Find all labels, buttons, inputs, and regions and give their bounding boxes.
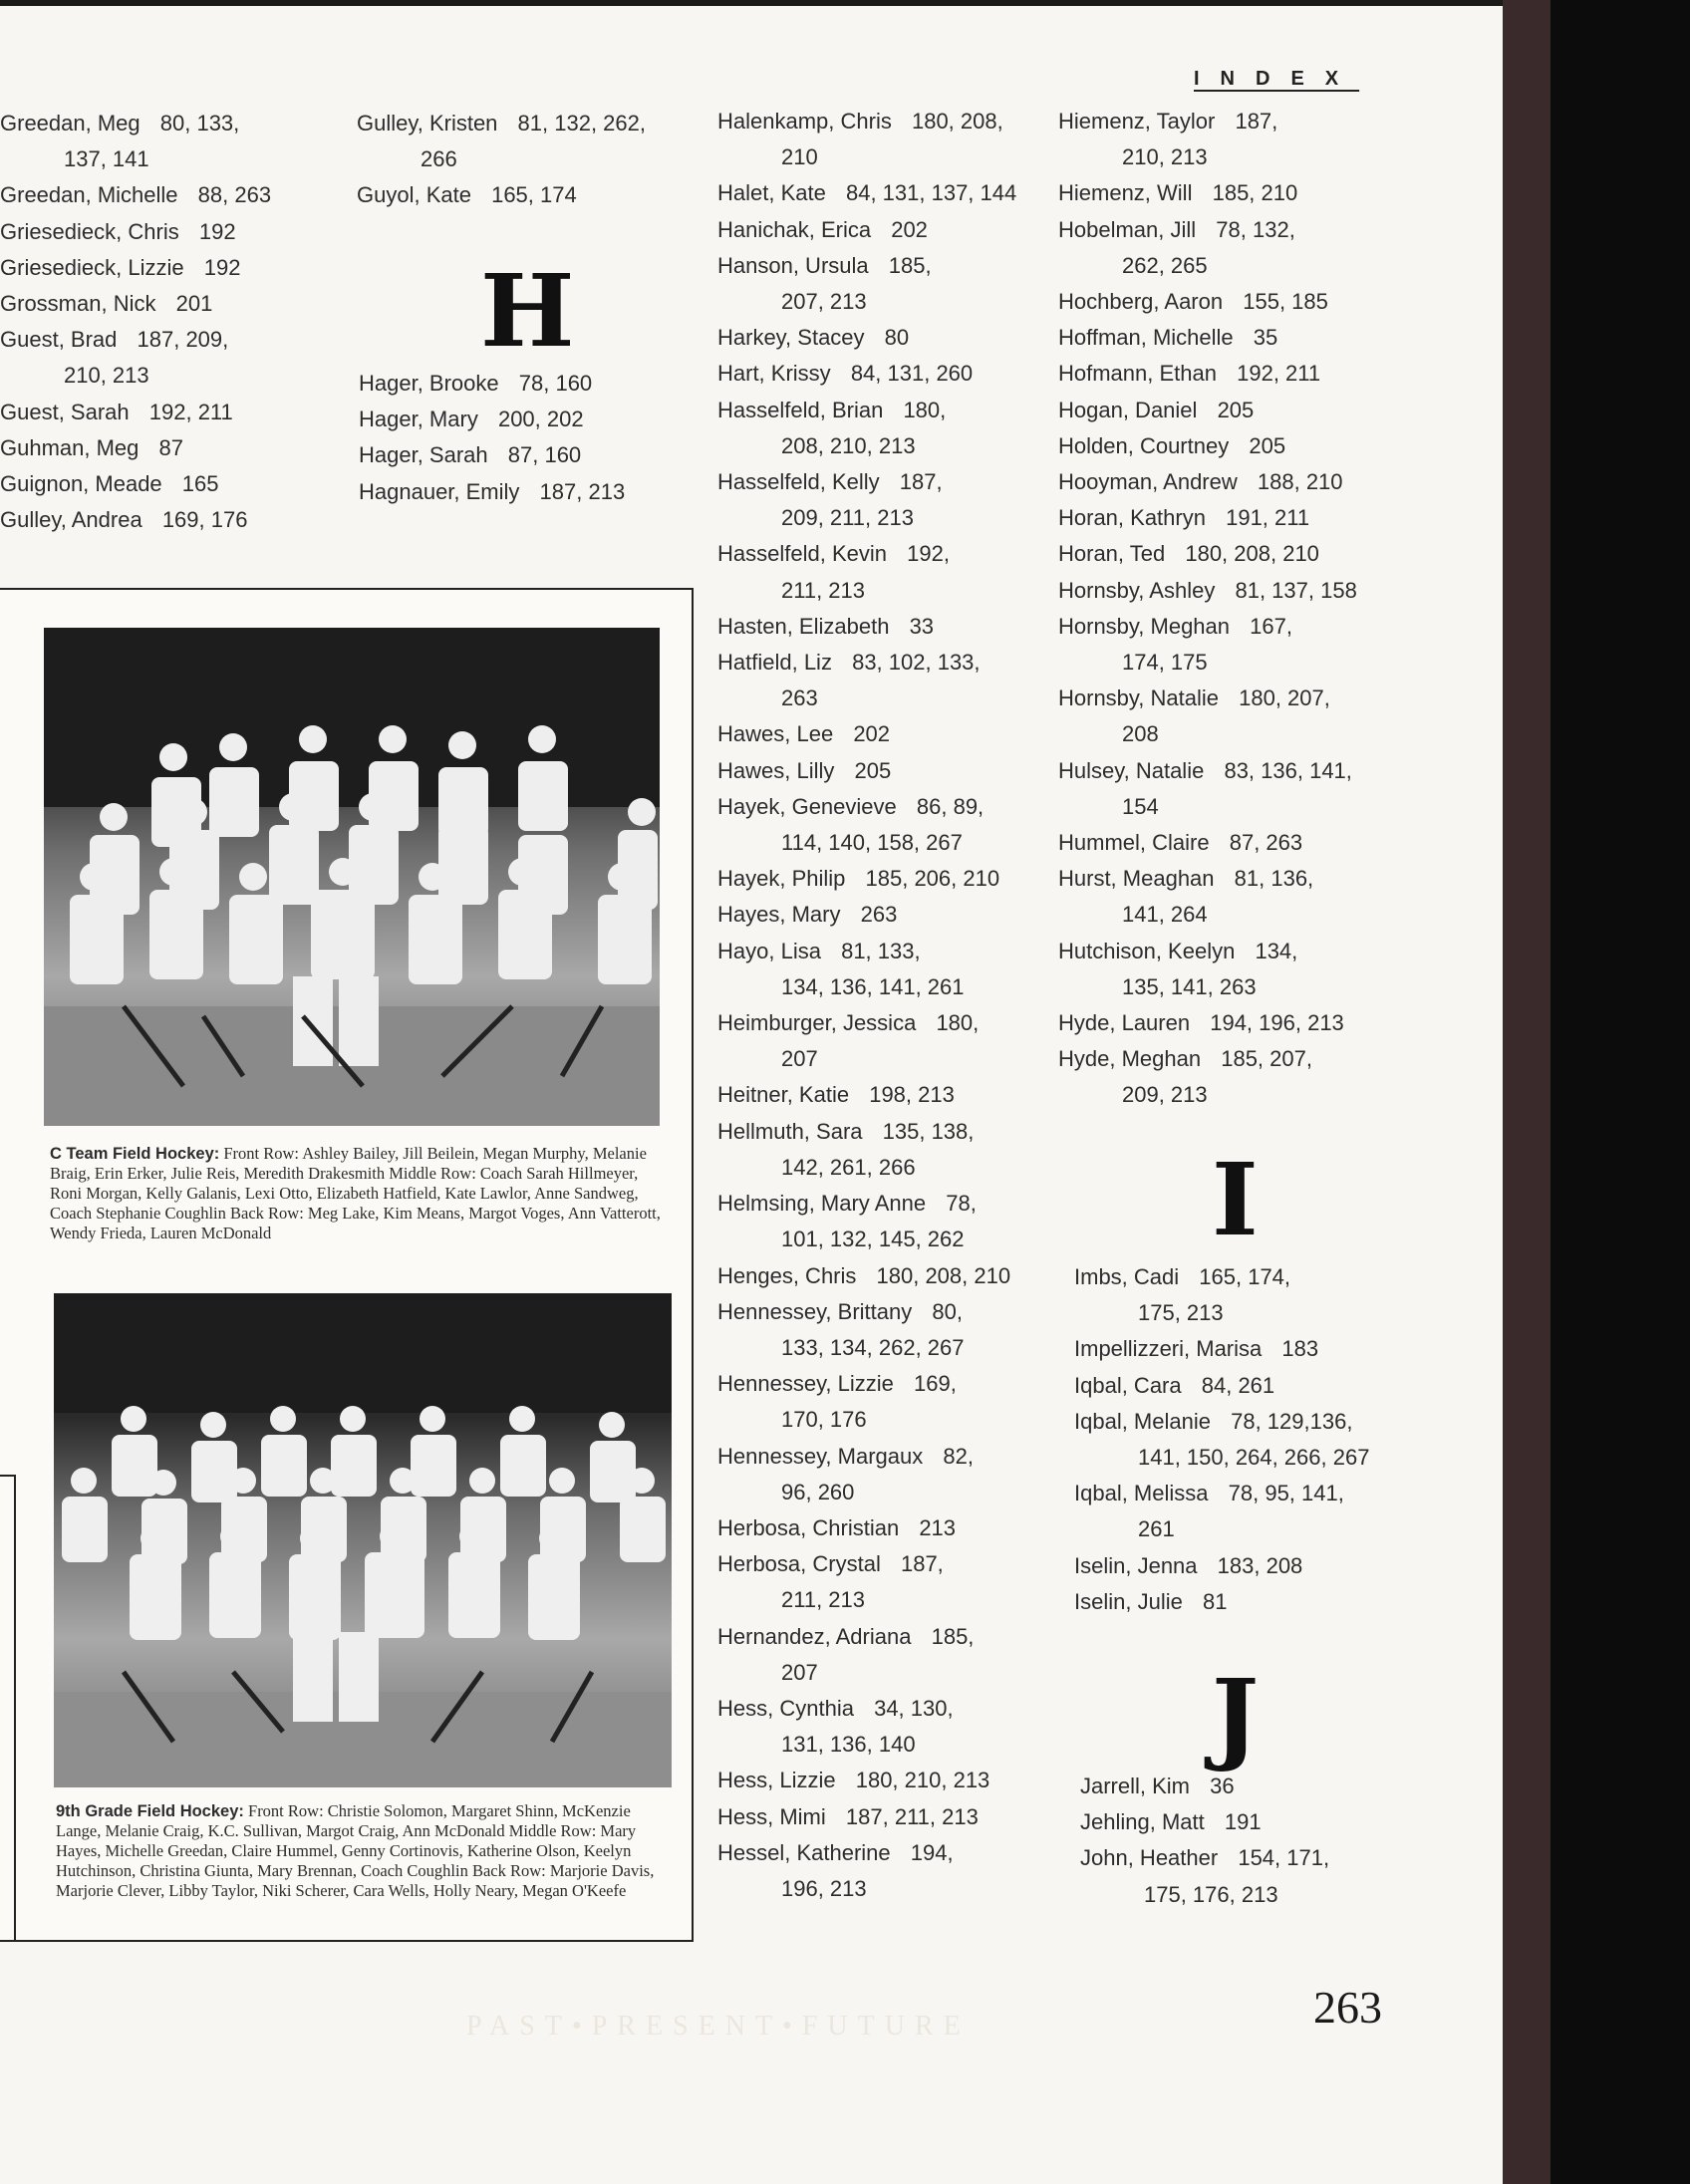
index-entry-name: Guest, Brad — [0, 327, 118, 353]
index-entry-name: Hayek, Genevieve — [717, 793, 897, 819]
index-entry — [1074, 1331, 1453, 1367]
index-entry-pages: 183 — [1281, 1336, 1319, 1362]
index-entry-pages-continued: 175, 176, 213 — [1144, 1881, 1278, 1907]
index-entry-pages: 78, 132, — [1216, 216, 1295, 242]
index-entry — [0, 430, 329, 466]
index-entry — [717, 393, 1056, 464]
index-entry-name: Hawes, Lilly — [717, 757, 835, 783]
index-entry-pages: 81, 133, — [841, 938, 921, 963]
index-entry-name: Hart, Krissy — [717, 361, 831, 387]
index-entry — [1058, 753, 1437, 825]
index-entry-pages: 167, — [1250, 613, 1292, 639]
index-entry-pages: 188, 210 — [1257, 469, 1343, 495]
ninth-grade-caption-title: 9th Grade Field Hockey: — [56, 1802, 244, 1820]
index-column-g2 — [357, 106, 686, 214]
index-entry-name: Griesedieck, Lizzie — [0, 254, 184, 280]
index-entry — [0, 177, 329, 213]
index-entry-name: Hornsby, Meghan — [1058, 613, 1231, 639]
index-entry — [1058, 428, 1437, 464]
index-entry — [0, 214, 329, 250]
index-entry — [357, 177, 686, 213]
index-entry-pages: 187, 213 — [539, 478, 626, 504]
index-entry-name: Hyde, Lauren — [1058, 1010, 1191, 1036]
index-entry-name: Greedan, Michelle — [0, 182, 178, 208]
index-entry-pages: 78, 129,136, — [1231, 1408, 1353, 1434]
index-entry — [1058, 104, 1437, 175]
index-entry-pages: 187, — [900, 1551, 944, 1577]
index-entry-pages-continued: 210, 213 — [64, 363, 149, 389]
index-entry-name: Iqbal, Melissa — [1074, 1481, 1209, 1506]
ninth-grade-photo-image — [54, 1293, 672, 1787]
index-entry — [717, 536, 1056, 608]
index-entry-name: Hornsby, Ashley — [1058, 577, 1216, 603]
index-entry-pages: 180, 208, — [911, 109, 1003, 134]
index-entry — [717, 609, 1056, 645]
index-entry — [1074, 1584, 1453, 1620]
index-entry-pages-continued: 208 — [1122, 721, 1159, 747]
index-entry-pages: 169, — [914, 1371, 957, 1397]
index-entry-pages: 180, 208, 210 — [876, 1262, 1011, 1288]
letter-h-heading: H — [480, 252, 575, 370]
index-entry-pages-continued: 134, 136, 141, 261 — [781, 973, 965, 999]
index-entry-pages: 78, — [946, 1191, 977, 1217]
index-entry-name: Imbs, Cadi — [1074, 1264, 1180, 1289]
index-entry-pages: 80, 133, — [159, 111, 240, 136]
index-entry-name: Hofmann, Ethan — [1058, 361, 1217, 387]
index-entry — [717, 104, 1056, 175]
index-entry-pages: 36 — [1210, 1774, 1235, 1798]
index-entry-pages: 81, 136, — [1234, 866, 1314, 892]
index-entry-pages: 155, 185 — [1243, 289, 1328, 315]
index-entry-pages: 165, 174 — [491, 182, 577, 208]
index-entry — [717, 1691, 1056, 1763]
index-entry-name: Hiemenz, Will — [1058, 180, 1193, 206]
index-entry-pages-continued: 210 — [781, 144, 818, 170]
index-entry — [0, 286, 329, 322]
index-entry — [1058, 825, 1437, 861]
index-entry-pages: 194, — [910, 1839, 954, 1865]
index-entry — [1058, 464, 1437, 500]
index-entry — [1080, 1769, 1459, 1804]
index-entry-pages-continued: 142, 261, 266 — [781, 1154, 916, 1180]
index-entry-name: Hooyman, Andrew — [1058, 469, 1238, 495]
index-entry-name: Hager, Mary — [359, 407, 478, 432]
index-entry-pages: 205 — [854, 757, 892, 783]
index-entry-pages: 191 — [1224, 1809, 1262, 1835]
photo-inner-border — [0, 1475, 16, 1940]
ninth-grade-photo — [54, 1293, 672, 1787]
index-column-h2 — [1058, 104, 1437, 1114]
index-entry — [1074, 1368, 1453, 1404]
index-entry-pages: 80 — [884, 325, 910, 351]
index-entry-pages: 83, 136, 141, — [1224, 757, 1352, 783]
index-entry — [1058, 1005, 1437, 1041]
index-entry-pages: 88, 263 — [197, 182, 272, 208]
index-entry-pages: 134, — [1255, 938, 1298, 963]
index-column-j — [1080, 1769, 1459, 1913]
index-entry-pages: 135, 138, — [882, 1118, 975, 1144]
index-entry — [717, 1114, 1056, 1186]
index-entry-pages: 33 — [909, 613, 935, 639]
index-entry-name: Hess, Lizzie — [717, 1768, 836, 1793]
index-entry-pages-continued: 154 — [1122, 793, 1159, 819]
index-entry-pages-continued: 263 — [781, 685, 818, 711]
index-entry — [717, 1763, 1056, 1798]
index-entry-pages: 180, — [903, 397, 947, 422]
index-entry-name: Hulsey, Natalie — [1058, 757, 1205, 783]
index-entry-pages-continued: 114, 140, 158, 267 — [781, 830, 963, 856]
index-entry-pages-continued: 170, 176 — [781, 1407, 867, 1433]
index-entry-pages-continued: 207 — [781, 1659, 818, 1685]
index-entry-pages-continued: 211, 213 — [781, 1587, 866, 1613]
index-entry-pages: 87 — [158, 434, 184, 460]
index-entry-name: Hess, Cynthia — [717, 1695, 854, 1721]
index-entry-pages: 187, 211, 213 — [845, 1803, 979, 1829]
index-entry-name: Henges, Chris — [717, 1262, 857, 1288]
index-entry — [357, 106, 686, 177]
index-entry-pages: 169, 176 — [161, 507, 248, 533]
c-team-caption — [50, 1144, 668, 1243]
index-entry-pages: 84, 261 — [1201, 1372, 1275, 1398]
index-entry-name: Herbosa, Crystal — [717, 1551, 881, 1577]
index-entry-pages: 187, — [1235, 109, 1278, 134]
index-entry-name: Holden, Courtney — [1058, 432, 1230, 458]
index-entry-pages: 165 — [181, 471, 219, 497]
index-entry — [0, 395, 329, 430]
index-entry-pages: 191, 211 — [1226, 505, 1310, 531]
index-entry — [717, 464, 1056, 536]
index-entry — [717, 1366, 1056, 1438]
index-entry-pages: 180, — [936, 1010, 980, 1036]
index-entry-name: Hummel, Claire — [1058, 830, 1210, 856]
index-entry-name: Hurst, Meaghan — [1058, 866, 1215, 892]
index-entry — [717, 753, 1056, 789]
page-number: 263 — [1313, 1982, 1382, 2033]
index-entry-pages-continued: 209, 213 — [1122, 1082, 1208, 1108]
index-entry — [1058, 609, 1437, 681]
index-entry-pages-continued: 266 — [421, 146, 457, 172]
index-entry-name: Griesedieck, Chris — [0, 218, 179, 244]
index-entry-name: Gulley, Andrea — [0, 507, 142, 533]
index-entry — [717, 861, 1056, 897]
index-entry — [717, 1294, 1056, 1366]
index-entry — [1058, 1041, 1437, 1113]
index-entry-name: Jarrell, Kim — [1080, 1774, 1191, 1798]
index-entry — [1058, 356, 1437, 392]
index-entry-name: Hernandez, Adriana — [717, 1623, 912, 1649]
index-entry — [1058, 320, 1437, 356]
index-entry-name: Halenkamp, Chris — [717, 109, 892, 134]
index-entry-pages: 180, 210, 213 — [855, 1768, 990, 1793]
index-header: INDEX — [1194, 68, 1360, 90]
index-entry-pages-continued: 209, 211, 213 — [781, 505, 914, 531]
index-entry — [717, 248, 1056, 320]
index-entry-pages: 192, — [907, 541, 950, 567]
index-entry — [717, 175, 1056, 211]
c-team-photo — [44, 628, 660, 1126]
index-entry — [1058, 681, 1437, 752]
index-entry — [1080, 1804, 1459, 1840]
index-entry-name: Hatfield, Liz — [717, 650, 832, 676]
letter-i-heading: I — [1212, 1141, 1259, 1258]
index-entry — [359, 366, 688, 402]
c-team-caption-text: Front Row: Ashley Bailey, Jill Beilein, Megan Murphy, Melanie Braig, Erin Erker, Julie Reis, Meredith Drakesmith Middle Row: Coach Sarah Hillmeyer, Roni Morgan, Kelly Galanis, Lexi Otto, Elizabeth Hatfield, Kate Lawlor, Anne Sandweg, Coach Stephanie Coughlin Back Row: Meg Lake, Kim Means, Margot Voges, Ann Vatterott, Wendy Frieda, Lauren McDonald — [50, 1144, 661, 1242]
index-entry-pages: 83, 102, 133, — [852, 650, 981, 676]
index-entry-pages: 187, 209, — [137, 327, 229, 353]
index-entry — [717, 789, 1056, 861]
ninth-grade-caption — [56, 1801, 674, 1901]
index-column-i — [1074, 1259, 1453, 1620]
index-entry — [1058, 934, 1437, 1005]
index-entry — [0, 466, 329, 502]
index-entry-name: Gulley, Kristen — [357, 111, 498, 136]
index-entry-pages: 183, 208 — [1217, 1552, 1303, 1578]
index-entry-pages: 185, 210 — [1212, 180, 1298, 206]
index-entry-name: Hanichak, Erica — [717, 216, 872, 242]
index-entry-pages: 81 — [1202, 1588, 1228, 1614]
index-entry-name: Hochberg, Aaron — [1058, 289, 1224, 315]
index-entry-pages: 180, 207, — [1239, 685, 1330, 711]
index-entry — [717, 1510, 1056, 1546]
index-entry — [1058, 573, 1437, 609]
index-entry-pages: 192, 211 — [148, 399, 233, 424]
index-entry — [1058, 212, 1437, 284]
index-entry-name: Greedan, Meg — [0, 111, 141, 136]
index-entry-name: Hennessey, Lizzie — [717, 1371, 894, 1397]
index-entry — [359, 402, 688, 437]
index-entry-pages: 34, 130, — [874, 1695, 954, 1721]
index-entry-pages-continued: 196, 213 — [781, 1875, 867, 1901]
index-entry-name: Guignon, Meade — [0, 471, 162, 497]
index-entry-pages: 202 — [853, 721, 891, 747]
index-entry-pages-continued: 141, 150, 264, 266, 267 — [1138, 1445, 1370, 1471]
index-entry-pages-continued: 208, 210, 213 — [781, 432, 916, 458]
index-entry — [359, 474, 688, 510]
photo-panel — [0, 588, 694, 1942]
index-entry-name: Hutchison, Keelyn — [1058, 938, 1236, 963]
index-entry-pages-continued: 175, 213 — [1138, 1300, 1224, 1326]
index-entry — [1058, 500, 1437, 536]
index-entry-pages-continued: 101, 132, 145, 262 — [781, 1227, 965, 1252]
index-entry-name: Heitner, Katie — [717, 1082, 850, 1108]
index-entry-pages: 263 — [860, 902, 898, 928]
index-entry — [717, 356, 1056, 392]
index-entry — [717, 716, 1056, 752]
index-entry-name: Hellmuth, Sara — [717, 1118, 863, 1144]
index-entry — [717, 1005, 1056, 1077]
index-entry-name: Hager, Brooke — [359, 371, 499, 396]
index-column-g — [0, 106, 329, 538]
index-entry — [717, 1546, 1056, 1618]
index-entry-pages: 84, 131, 260 — [850, 361, 974, 387]
index-entry-name: Hobelman, Jill — [1058, 216, 1197, 242]
index-entry-pages: 35 — [1253, 325, 1278, 351]
index-entry-name: Hess, Mimi — [717, 1803, 826, 1829]
index-entry — [1074, 1259, 1453, 1331]
index-entry-pages: 78, 95, 141, — [1228, 1481, 1344, 1506]
index-entry-name: Harkey, Stacey — [717, 325, 865, 351]
index-entry-pages: 213 — [919, 1514, 957, 1540]
index-entry — [0, 106, 329, 177]
index-entry-name: Iqbal, Melanie — [1074, 1408, 1211, 1434]
index-entry-pages: 87, 160 — [507, 442, 582, 468]
index-entry — [0, 322, 329, 394]
index-entry-pages: 185, 207, — [1221, 1046, 1312, 1072]
index-entry-pages: 194, 196, 213 — [1210, 1010, 1344, 1036]
index-entry-pages: 154, 171, — [1238, 1845, 1330, 1871]
index-entry-name: Guest, Sarah — [0, 399, 130, 424]
index-entry-name: Guyol, Kate — [357, 182, 471, 208]
book-spine — [1503, 0, 1550, 2184]
index-entry — [1058, 284, 1437, 320]
scan-background — [1550, 0, 1690, 2184]
index-entry-pages: 192 — [203, 254, 241, 280]
index-entry-name: Horan, Ted — [1058, 541, 1166, 567]
index-entry — [1074, 1476, 1453, 1547]
index-entry-name: Hager, Sarah — [359, 442, 488, 468]
index-entry-pages-continued: 133, 134, 262, 267 — [781, 1334, 965, 1360]
index-entry-pages: 205 — [1217, 397, 1255, 422]
index-entry-pages: 201 — [175, 291, 213, 317]
index-entry-pages: 81, 137, 158 — [1235, 577, 1357, 603]
index-entry — [717, 1799, 1056, 1835]
index-entry-name: Hasselfeld, Brian — [717, 397, 884, 422]
index-entry-pages: 192 — [198, 218, 236, 244]
index-entry-name: Hasselfeld, Kelly — [717, 469, 880, 495]
index-entry-name: Herbosa, Christian — [717, 1514, 900, 1540]
index-entry — [717, 1186, 1056, 1257]
index-entry-pages-continued: 135, 141, 263 — [1122, 973, 1257, 999]
index-entry — [0, 502, 329, 538]
index-entry-name: Grossman, Nick — [0, 291, 156, 317]
index-entry-name: Hawes, Lee — [717, 721, 834, 747]
index-entry-name: Hiemenz, Taylor — [1058, 109, 1216, 134]
index-entry-name: Hayes, Mary — [717, 902, 841, 928]
index-entry-name: Impellizzeri, Marisa — [1074, 1336, 1263, 1362]
index-entry-name: Hanson, Ursula — [717, 252, 869, 278]
index-entry — [1074, 1548, 1453, 1584]
index-entry-name: Hayo, Lisa — [717, 938, 821, 963]
index-column-h — [717, 104, 1056, 1907]
index-entry-name: Iqbal, Cara — [1074, 1372, 1182, 1398]
index-entry-pages-continued: 261 — [1138, 1516, 1175, 1542]
index-entry-name: Iselin, Julie — [1074, 1588, 1183, 1614]
index-entry — [1058, 393, 1437, 428]
index-entry-pages-continued: 131, 136, 140 — [781, 1732, 916, 1758]
index-entry-name: Hornsby, Natalie — [1058, 685, 1219, 711]
index-entry-pages-continued: 137, 141 — [64, 146, 149, 172]
index-entry — [1058, 861, 1437, 933]
index-entry-name: Heimburger, Jessica — [717, 1010, 917, 1036]
index-entry-pages: 205 — [1249, 432, 1286, 458]
index-entry-pages: 84, 131, 137, 144 — [845, 180, 1017, 206]
index-entry — [717, 212, 1056, 248]
index-entry-pages-continued: 207 — [781, 1046, 818, 1072]
index-entry-name: Hasten, Elizabeth — [717, 613, 890, 639]
index-entry-pages: 202 — [891, 216, 928, 242]
index-entry-pages-continued: 211, 213 — [781, 577, 866, 603]
index-entry — [717, 934, 1056, 1005]
index-entry-name: Hayek, Philip — [717, 866, 846, 892]
c-team-caption-title: C Team Field Hockey: — [50, 1145, 220, 1163]
index-entry — [717, 320, 1056, 356]
index-entry-name: Hessel, Katherine — [717, 1839, 891, 1865]
index-entry-name: Jehling, Matt — [1080, 1809, 1205, 1835]
top-rule — [0, 0, 1503, 6]
index-entry-name: Hagnauer, Emily — [359, 478, 520, 504]
index-entry-pages-continued: 207, 213 — [781, 289, 867, 315]
index-entry — [717, 1258, 1056, 1294]
index-entry-pages: 87, 263 — [1229, 830, 1303, 856]
index-entry-name: Hyde, Meghan — [1058, 1046, 1202, 1072]
index-entry — [717, 645, 1056, 716]
index-entry — [1074, 1404, 1453, 1476]
index-entry-pages: 82, — [943, 1443, 974, 1469]
index-entry-pages-continued: 174, 175 — [1122, 650, 1208, 676]
index-entry-name: Helmsing, Mary Anne — [717, 1191, 927, 1217]
index-entry-name: Iselin, Jenna — [1074, 1552, 1198, 1578]
index-entry-pages: 200, 202 — [497, 407, 584, 432]
ninth-grade-caption-text: Front Row: Christie Solomon, Margaret Shinn, McKenzie Lange, Melanie Craig, K.C. Sullivan, Margot Craig, Ann McDonald Middle Row: Mary Hayes, Michelle Greedan, Claire Hummel, Genny Cortinovis, Katherine Olson, Keelyn Hutchinson, Christina Giunta, Mary Brennan, Coach Coughlin Back Row: Marjorie Davis, Marjorie Clever, Libby Taylor, Niki Scherer, Cara Wells, Holly Neary, Megan O'Keefe — [56, 1801, 655, 1900]
index-entry — [717, 1619, 1056, 1691]
index-entry-pages: 187, — [899, 469, 943, 495]
index-entry-pages: 165, 174, — [1199, 1264, 1291, 1289]
index-column-h-start — [359, 366, 688, 510]
letter-j-heading: J — [1212, 1657, 1260, 1774]
index-entry — [717, 1439, 1056, 1510]
index-entry-pages: 80, — [932, 1298, 963, 1324]
index-entry — [717, 1835, 1056, 1907]
index-entry-pages: 86, 89, — [916, 793, 985, 819]
index-entry-name: Hogan, Daniel — [1058, 397, 1198, 422]
index-entry — [359, 437, 688, 473]
index-entry-pages: 180, 208, 210 — [1185, 541, 1319, 567]
index-entry-pages-continued: 141, 264 — [1122, 902, 1208, 928]
index-entry-pages: 198, 213 — [869, 1082, 955, 1108]
index-entry-pages: 185, — [888, 252, 932, 278]
index-entry-pages: 185, — [931, 1623, 975, 1649]
index-entry-pages: 192, 211 — [1237, 361, 1321, 387]
index-entry-name: Hasselfeld, Kevin — [717, 541, 887, 567]
index-entry — [717, 897, 1056, 933]
index-entry-pages: 81, 132, 262, — [517, 111, 646, 136]
index-entry-pages: 185, 206, 210 — [865, 866, 1000, 892]
index-entry-pages-continued: 262, 265 — [1122, 252, 1208, 278]
index-entry-pages: 78, 160 — [518, 371, 593, 396]
index-entry — [1080, 1840, 1459, 1912]
footer-motto: PAST•PRESENT•FUTURE — [466, 2011, 971, 2042]
index-entry — [1058, 536, 1437, 572]
index-entry-name: John, Heather — [1080, 1845, 1219, 1871]
index-entry-pages-continued: 96, 260 — [781, 1479, 855, 1504]
index-entry-pages-continued: 210, 213 — [1122, 144, 1208, 170]
index-entry-name: Halet, Kate — [717, 180, 826, 206]
index-entry-name: Horan, Kathryn — [1058, 505, 1206, 531]
index-entry-name: Hennessey, Brittany — [717, 1298, 913, 1324]
index-entry — [717, 1077, 1056, 1113]
index-entry-name: Hennessey, Margaux — [717, 1443, 924, 1469]
index-entry — [1058, 175, 1437, 211]
index-entry — [0, 250, 329, 286]
c-team-photo-image — [44, 628, 660, 1126]
index-entry-name: Guhman, Meg — [0, 434, 140, 460]
index-entry-name: Hoffman, Michelle — [1058, 325, 1234, 351]
